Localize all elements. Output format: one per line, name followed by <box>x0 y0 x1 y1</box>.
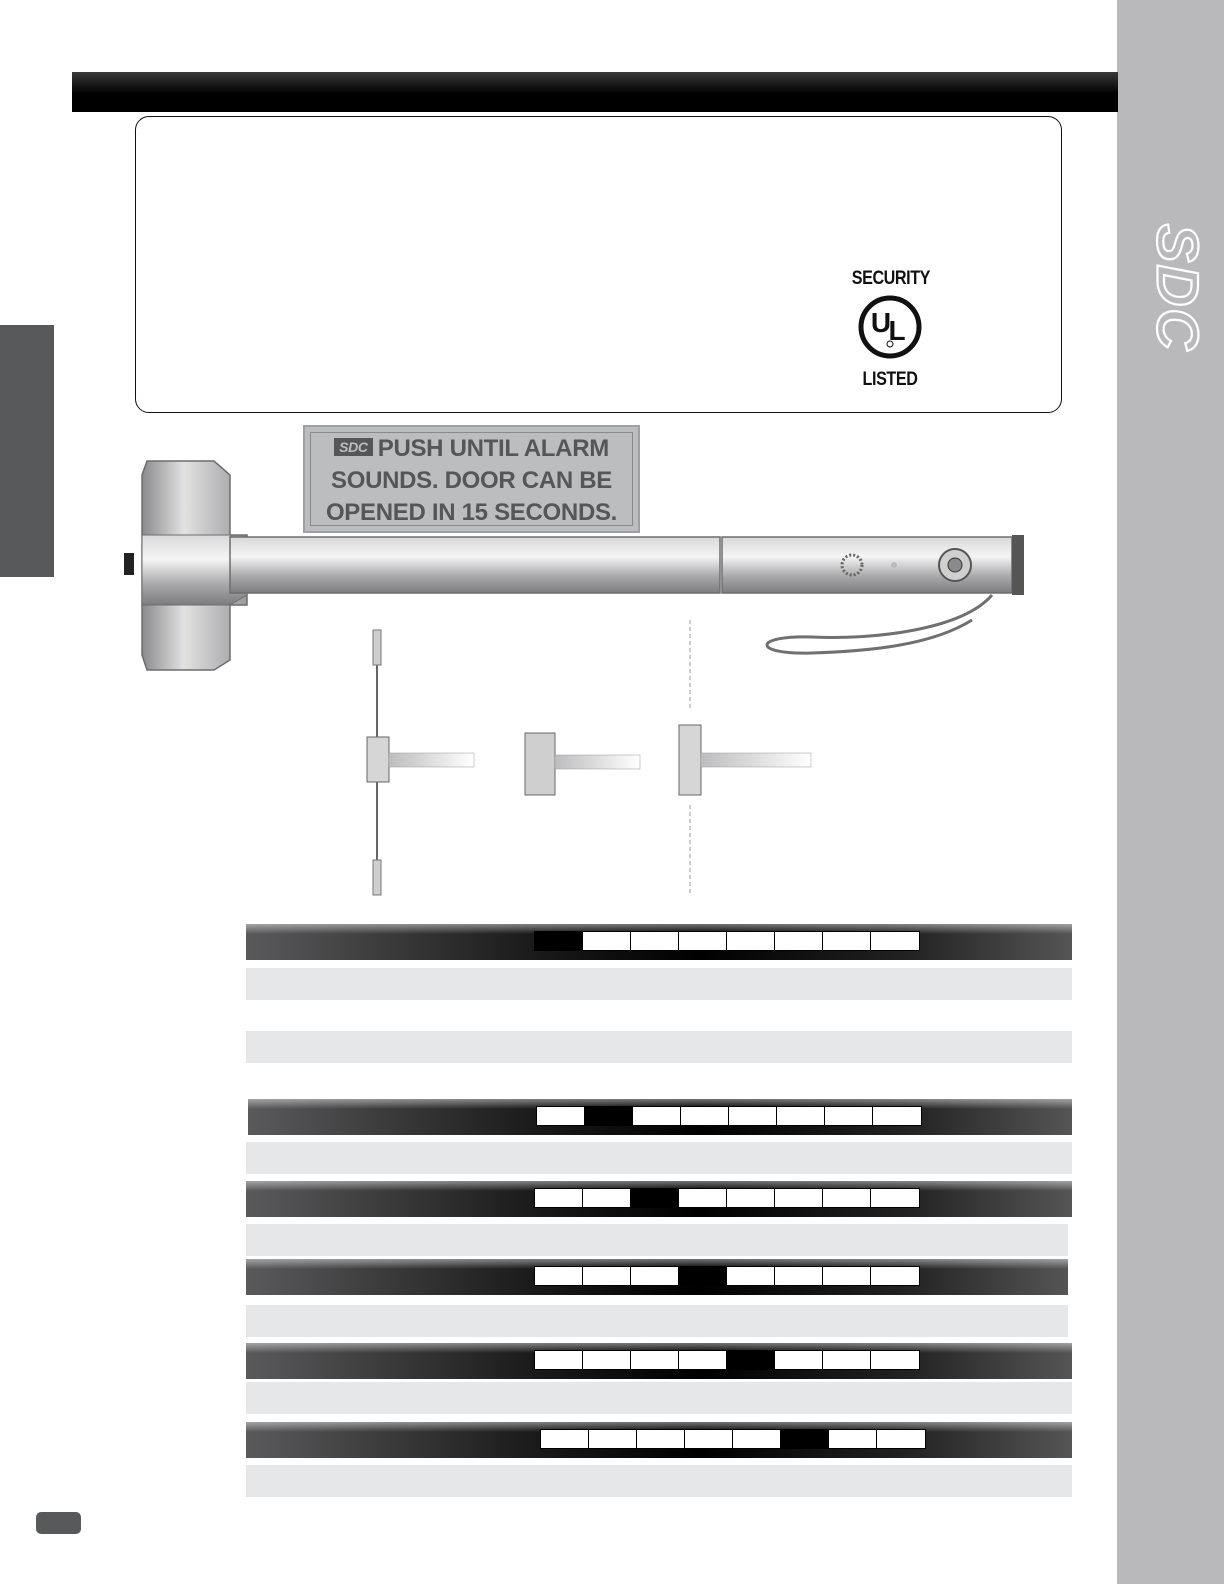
selector-cell <box>637 1430 685 1448</box>
spec-row <box>246 1224 1068 1256</box>
selector-cell <box>727 932 775 950</box>
selector-cell <box>679 932 727 950</box>
selector-cell <box>631 932 679 950</box>
selector-cell <box>727 1267 775 1285</box>
selector-cell-active <box>781 1430 829 1448</box>
selector-cell <box>775 1267 823 1285</box>
selector-cell <box>823 1351 871 1369</box>
sdc-vertical-logo <box>1128 218 1218 358</box>
spec-row <box>246 968 1072 1000</box>
selector-cell <box>541 1430 589 1448</box>
selector-cell <box>535 1189 583 1207</box>
selector-cell <box>823 1189 871 1207</box>
spec-header-bar <box>246 1181 1072 1217</box>
selector-cell <box>777 1107 825 1125</box>
selector-cell <box>871 1351 919 1369</box>
selector-cell <box>537 1107 585 1125</box>
function-selector-strip <box>536 1106 922 1126</box>
selector-cell <box>729 1107 777 1125</box>
function-selector-strip <box>534 1350 920 1370</box>
selector-cell-active <box>585 1107 633 1125</box>
spec-header-bar <box>246 924 1072 960</box>
selector-cell <box>679 1351 727 1369</box>
function-selector-strip <box>534 931 920 951</box>
spec-row <box>246 1382 1072 1414</box>
ul-listed-text: LISTED <box>862 369 918 390</box>
selector-cell-active <box>535 932 583 950</box>
selector-cell <box>727 1189 775 1207</box>
selector-cell <box>829 1430 877 1448</box>
selector-cell <box>589 1430 637 1448</box>
selector-cell <box>775 932 823 950</box>
selector-cell <box>825 1107 873 1125</box>
page-number-badge <box>36 1512 81 1534</box>
selector-cell <box>685 1430 733 1448</box>
selector-cell <box>871 1267 919 1285</box>
selector-cell <box>583 1351 631 1369</box>
svg-text:L: L <box>888 315 906 346</box>
warning-line-2: SOUNDS. DOOR CAN BE <box>331 467 612 494</box>
ul-security-text: SECURITY <box>851 268 931 289</box>
svg-text:U: U <box>870 307 892 338</box>
spec-row <box>246 1465 1072 1497</box>
svg-text:SDC: SDC <box>1144 223 1210 353</box>
selector-cell <box>877 1430 925 1448</box>
selector-cell-active <box>727 1351 775 1369</box>
spec-header-bar <box>246 1343 1072 1379</box>
warning-line-3: OPENED IN 15 SECONDS. <box>325 499 618 526</box>
selector-cell <box>871 1189 919 1207</box>
spec-row <box>246 1031 1072 1063</box>
spec-header-bar <box>248 1099 1072 1135</box>
spec-header-bar <box>246 1259 1068 1295</box>
selector-cell <box>583 1267 631 1285</box>
selector-cell <box>633 1107 681 1125</box>
function-selector-strip <box>534 1188 920 1208</box>
sdc-badge: SDC <box>334 438 373 456</box>
spec-header-bar <box>246 1422 1072 1458</box>
spec-row <box>246 1142 1072 1174</box>
selector-cell <box>775 1189 823 1207</box>
selector-cell <box>631 1267 679 1285</box>
selector-cell <box>679 1189 727 1207</box>
selector-cell <box>583 932 631 950</box>
header-bar <box>72 72 1118 112</box>
function-selector-strip <box>540 1429 926 1449</box>
selector-cell <box>535 1351 583 1369</box>
selector-cell <box>535 1267 583 1285</box>
function-selector-strip <box>534 1266 920 1286</box>
ul-circle-icon <box>857 294 923 360</box>
selector-cell-active <box>679 1267 727 1285</box>
section-tab <box>0 325 54 577</box>
spec-row <box>246 1305 1068 1337</box>
selector-cell-active <box>631 1189 679 1207</box>
selector-cell <box>871 932 919 950</box>
selector-cell <box>583 1189 631 1207</box>
selector-cell <box>631 1351 679 1369</box>
ul-listed-icon <box>845 268 935 390</box>
selector-cell <box>733 1430 781 1448</box>
selector-cell <box>873 1107 921 1125</box>
selector-cell <box>681 1107 729 1125</box>
device-variants-image <box>355 615 835 915</box>
warning-line-1: PUSH UNTIL ALARM <box>377 435 609 462</box>
selector-cell <box>775 1351 823 1369</box>
selector-cell <box>823 1267 871 1285</box>
selector-cell <box>823 932 871 950</box>
